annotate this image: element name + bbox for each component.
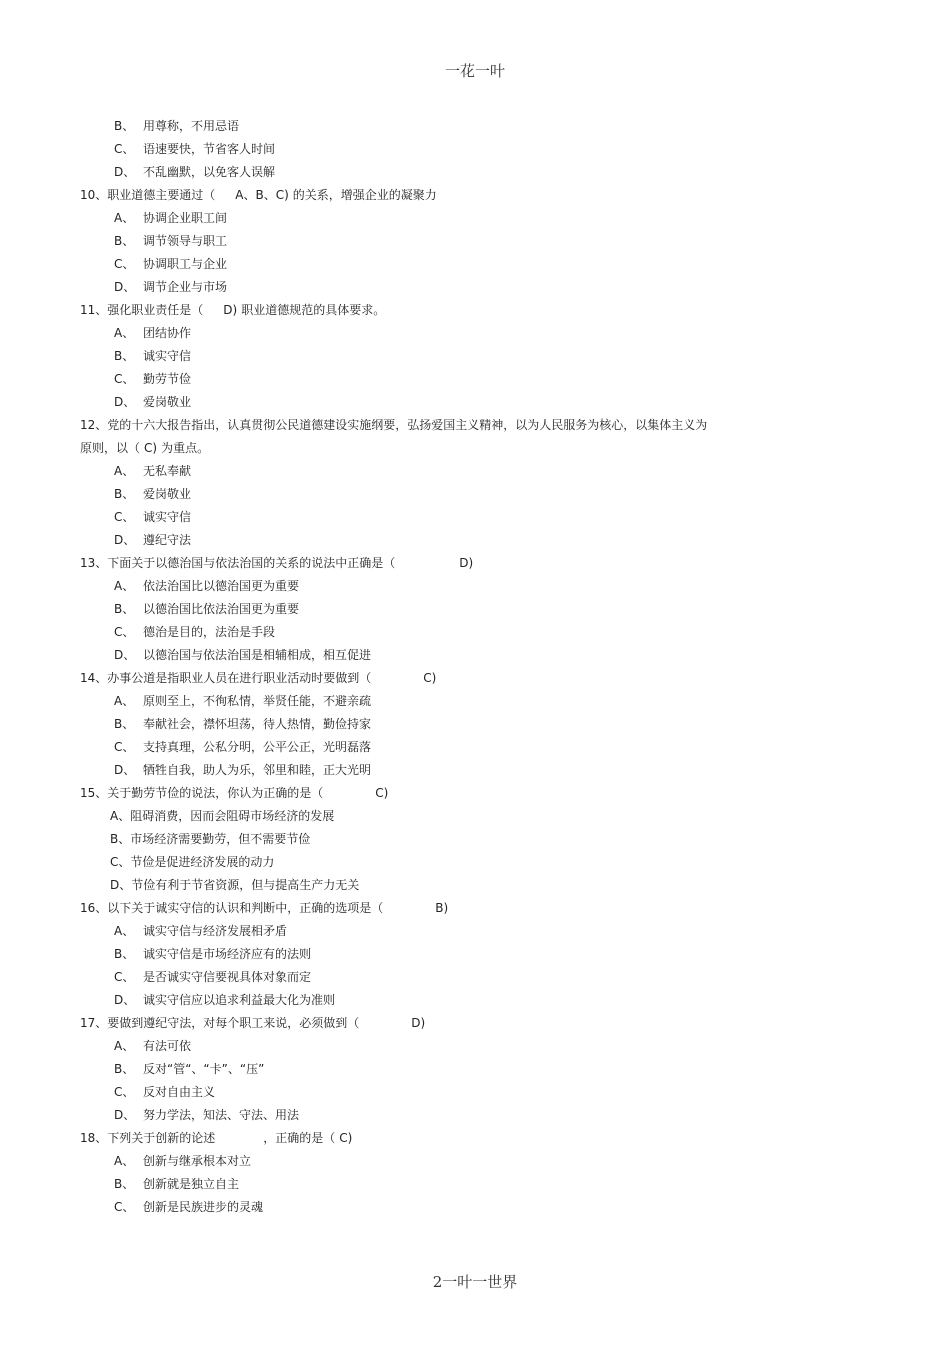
option: D、 遵纪守法 xyxy=(114,533,192,547)
answer: D) xyxy=(223,303,238,317)
option: B、 奉献社会，襟怀坦荡，待人热情，勤俭持家 xyxy=(114,717,372,731)
option: A、 协调企业职工间 xyxy=(114,211,228,225)
option: C、 创新是民族进步的灵魂 xyxy=(114,1200,264,1214)
option: B、 用尊称，不用忌语 xyxy=(114,119,240,133)
question-10: 10、职业道德主要通过（ A、B、C) 的关系，增强企业的凝聚力 xyxy=(80,188,437,202)
answer: C) xyxy=(144,441,158,455)
option: C、 是否诚实守信要视具体对象而定 xyxy=(114,970,312,984)
option: D、 牺牲自我，助人为乐，邻里和睦，正大光明 xyxy=(114,763,372,777)
answer: D) xyxy=(411,1016,426,1030)
question-list xyxy=(80,115,770,1219)
page-header: 一花一叶 xyxy=(444,62,505,80)
question-18: 18、下列关于创新的论述 ，正确的是（ C) xyxy=(80,1131,353,1145)
option: A、 依法治国比以德治国更为重要 xyxy=(114,579,300,593)
answer: C) xyxy=(423,671,437,685)
option: D、 以德治国与依法治国是相辅相成，相互促进 xyxy=(114,648,372,662)
option: D、 调节企业与市场 xyxy=(114,280,228,294)
option: A、 原则至上，不徇私情，举贤任能，不避亲疏 xyxy=(114,694,372,708)
answer: B) xyxy=(435,901,449,915)
option: D、 不乱幽默，以免客人误解 xyxy=(114,165,276,179)
option: C、 勤劳节俭 xyxy=(114,372,192,386)
option: A、 有法可依 xyxy=(114,1039,192,1053)
question-12: 12、党的十六大报告指出，认真贯彻公民道德建设实施纲要，弘扬爱国主义精神，以为人民服务为核心，以集体主义为 xyxy=(80,418,708,432)
option: C、 诚实守信 xyxy=(114,510,192,524)
option: A、 诚实守信与经济发展相矛盾 xyxy=(114,924,288,938)
option: C、 语速要快，节省客人时间 xyxy=(114,142,276,156)
answer: A、B、C) xyxy=(235,188,289,202)
option: B、市场经济需要勤劳，但不需要节俭 xyxy=(110,832,311,846)
option: B、 创新就是独立自主 xyxy=(114,1177,240,1191)
question-16: 16、以下关于诚实守信的认识和判断中，正确的选项是（ B) xyxy=(80,901,449,915)
option: D、 诚实守信应以追求利益最大化为准则 xyxy=(114,993,336,1007)
question-14: 14、办事公道是指职业人员在进行职业活动时要做到（ C) xyxy=(80,671,437,685)
option: B、 诚实守信是市场经济应有的法则 xyxy=(114,947,312,961)
option: B、 诚实守信 xyxy=(114,349,192,363)
answer: C) xyxy=(375,786,389,800)
option: B、 反对“管“、“卡”、“压” xyxy=(114,1062,265,1076)
option: B、 以德治国比依法治国更为重要 xyxy=(114,602,300,616)
question-12-cont: 原则，以（ C) 为重点。 xyxy=(80,441,210,455)
question-17: 17、要做到遵纪守法，对每个职工来说，必须做到（ D) xyxy=(80,1016,426,1030)
option: A、 创新与继承根本对立 xyxy=(114,1154,252,1168)
option: C、 反对自由主义 xyxy=(114,1085,216,1099)
option: D、 爱岗敬业 xyxy=(114,395,192,409)
option: D、节俭有利于节省资源，但与提高生产力无关 xyxy=(110,878,360,892)
answer: D) xyxy=(459,556,474,570)
option: B、 爱岗敬业 xyxy=(114,487,192,501)
option: A、 团结协作 xyxy=(114,326,192,340)
option: A、阻碍消费，因而会阻碍市场经济的发展 xyxy=(110,809,335,823)
page-footer: 2一叶一世界 xyxy=(432,1273,518,1291)
option: B、 调节领导与职工 xyxy=(114,234,228,248)
option: C、 德治是目的，法治是手段 xyxy=(114,625,276,639)
option: C、 协调职工与企业 xyxy=(114,257,228,271)
option: C、节俭是促进经济发展的动力 xyxy=(110,855,275,869)
question-15: 15、关于勤劳节俭的说法，你认为正确的是（ C) xyxy=(80,786,389,800)
option: D、 努力学法，知法、守法、用法 xyxy=(114,1108,300,1122)
answer: C) xyxy=(339,1131,353,1145)
option: A、 无私奉献 xyxy=(114,464,192,478)
question-13: 13、下面关于以德治国与依法治国的关系的说法中正确是（ D) xyxy=(80,556,474,570)
question-11: 11、强化职业责任是（ D) 职业道德规范的具体要求。 xyxy=(80,303,386,317)
option: C、 支持真理，公私分明，公平公正，光明磊落 xyxy=(114,740,372,754)
